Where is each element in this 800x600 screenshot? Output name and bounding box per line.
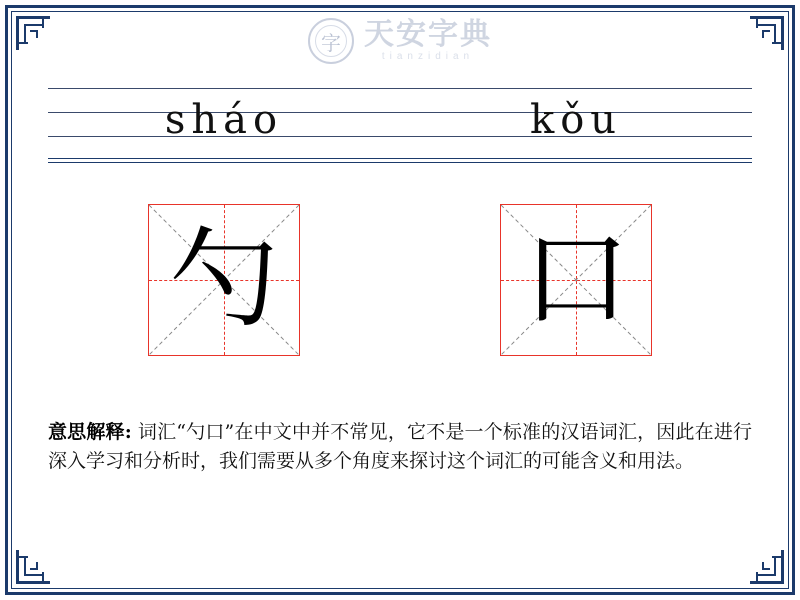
explanation-label: 意思解释: (48, 421, 132, 443)
seal-stamp-icon (308, 18, 354, 64)
divider-line-bottom (48, 162, 752, 163)
pinyin-syllable: kǒu (529, 97, 623, 143)
corner-ornament-bottom-left (16, 544, 56, 584)
tianzige-grid (148, 204, 300, 356)
hanzi-glyph: 勺 (169, 217, 278, 342)
logo-text (364, 17, 492, 62)
explanation-text: 词汇“勺口”在中文中并不常见，它不是一个标准的汉语词汇，因此在进行深入学习和分析时，我们需要从多个角度来探讨这个词汇的可能含义和用法。 (48, 421, 752, 473)
tianzige-grid (500, 204, 652, 356)
pinyin-row (48, 92, 752, 148)
pinyin-syllable: sháo (164, 97, 284, 143)
character-row (48, 200, 752, 360)
brand-latin: tianzidian (381, 51, 475, 62)
watermark-logo (0, 18, 800, 64)
hanzi-glyph: 口 (521, 217, 630, 342)
explanation-block (48, 418, 752, 477)
brand-name: 天安字典 (364, 17, 492, 52)
character-cell (48, 200, 400, 360)
staff-line-1 (48, 88, 752, 89)
character-cell (400, 200, 752, 360)
corner-ornament-bottom-right (744, 544, 784, 584)
seal-glyph: 字 (321, 30, 341, 55)
divider-line-top (48, 158, 752, 159)
